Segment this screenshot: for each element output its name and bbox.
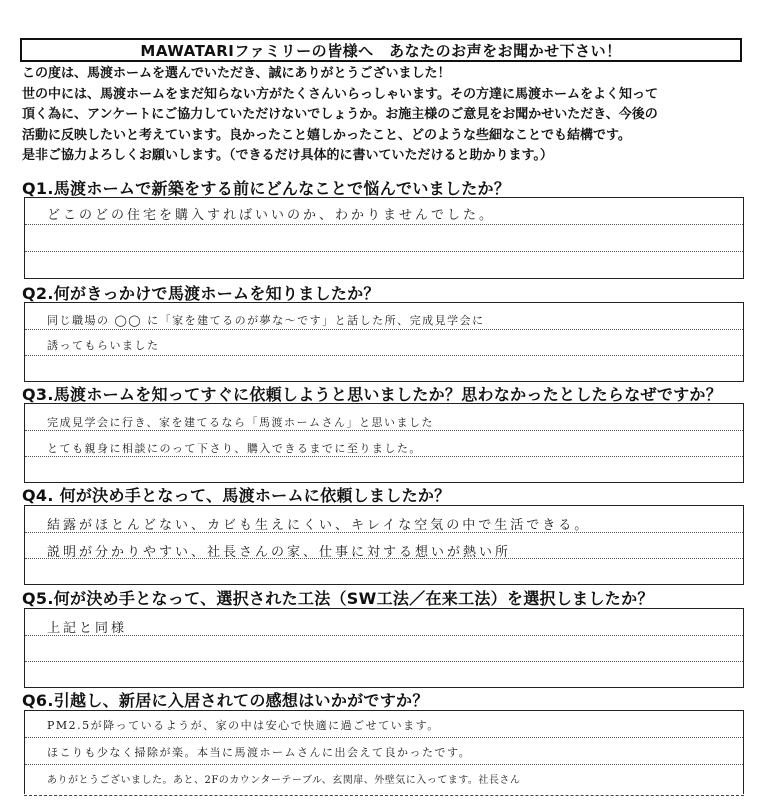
- question-2-label: Q2.何がきっかけで馬渡ホームを知りましたか？: [22, 284, 380, 303]
- intro-line: 是非ご協力よろしくお願いします。（できるだけ具体的に書いていただけると助かります。）: [22, 148, 553, 163]
- answer-rule: [25, 329, 743, 330]
- question-5-answer-box: [24, 608, 744, 688]
- question-3-answer-line: 完成見学会に行き、家を建てるなら「馬渡ホームさん」と思いました: [47, 416, 435, 429]
- question-4-answer-line: 説明が分かりやすい、社長さんの家、仕事に対する想いが熱い所: [47, 545, 512, 560]
- question-3-answer-line: とても親身に相談にのって下さり、購入できるまでに至りました。: [47, 442, 422, 455]
- question-1-answer-line: どこのどの住宅を購入すればいいのか、わかりませんでした。: [47, 208, 496, 223]
- question-6-answer-line: ほこりも少なく掃除が楽。本当に馬渡ホームさんに出会えて良かったです。: [47, 746, 472, 759]
- intro-line: 頂く為に、アンケートにご協力していただけないでしょうか。お施主様のご意見をお聞かせいただき、今後の: [22, 107, 658, 122]
- answer-rule: [25, 456, 743, 457]
- answer-rule: [25, 737, 743, 738]
- answer-rule: [25, 635, 743, 636]
- question-5-label: Q5.何が決め手となって、選択された工法（SW工法／在来工法）を選択しましたか？: [22, 589, 654, 608]
- question-1-answer-box: [24, 197, 744, 279]
- question-3-answer-box: [24, 403, 744, 483]
- question-3-label: Q3.馬渡ホームを知ってすぐに依頼しようと思いましたか？思わなかったとしたらなぜですか？: [22, 385, 723, 404]
- question-2-answer-line: 同じ職場の ◯◯ に「家を建てるのが夢な～です」と話した所、完成見学会に: [47, 314, 485, 327]
- question-4-label: Q4. 何が決め手となって、馬渡ホームに依頼しましたか？: [22, 486, 451, 505]
- intro-paragraph: [22, 64, 752, 167]
- question-6-answer-line: ありがとうございました。あと、2Fのカウンターテーブル、玄関扉、外壁気に入ってます。社長さん: [47, 775, 521, 786]
- answer-rule: [25, 224, 743, 225]
- answer-rule: [25, 661, 743, 662]
- intro-line: 活動に反映したいと考えています。良かったこと嬉しかったこと、どのような些細なことでも結構です。: [22, 127, 631, 143]
- question-2-answer-box: [24, 302, 744, 382]
- answer-rule: [25, 251, 743, 252]
- question-6-label: Q6.引越し、新居に入居されての感想はいかがですか？: [22, 691, 429, 710]
- answer-rule: [25, 430, 743, 431]
- intro-line: 世の中には、馬渡ホームをまだ知らない方がたくさんいらっしゃいます。その方達に馬渡ホームをよく知って: [22, 86, 658, 102]
- question-5-answer-line: 上記と同様: [47, 621, 128, 636]
- question-4-answer-line: 結露がほとんどない、カビも生えにくい、キレイな空気の中で生活できる。: [47, 518, 591, 533]
- question-1-label: Q1.馬渡ホームで新築をする前にどんなことで悩んでいましたか？: [22, 179, 511, 198]
- answer-rule: [25, 764, 743, 765]
- question-6-answer-line: PM2.5が降っているようが、家の中は安心で快適に過ごせています。: [47, 719, 440, 732]
- question-6-answer-box: [24, 710, 744, 794]
- answer-rule: [25, 355, 743, 356]
- intro-line: この度は、馬渡ホームを選んでいただき、誠にありがとうございました！: [22, 66, 451, 81]
- question-2-answer-line: 誘ってもらいました: [47, 339, 160, 352]
- question-4-answer-box: [24, 505, 744, 585]
- page-bottom-rule: [24, 795, 744, 796]
- survey-title: MAWATARIファミリーの皆様へ あなたのお声をお聞かせ下さい！: [20, 38, 742, 62]
